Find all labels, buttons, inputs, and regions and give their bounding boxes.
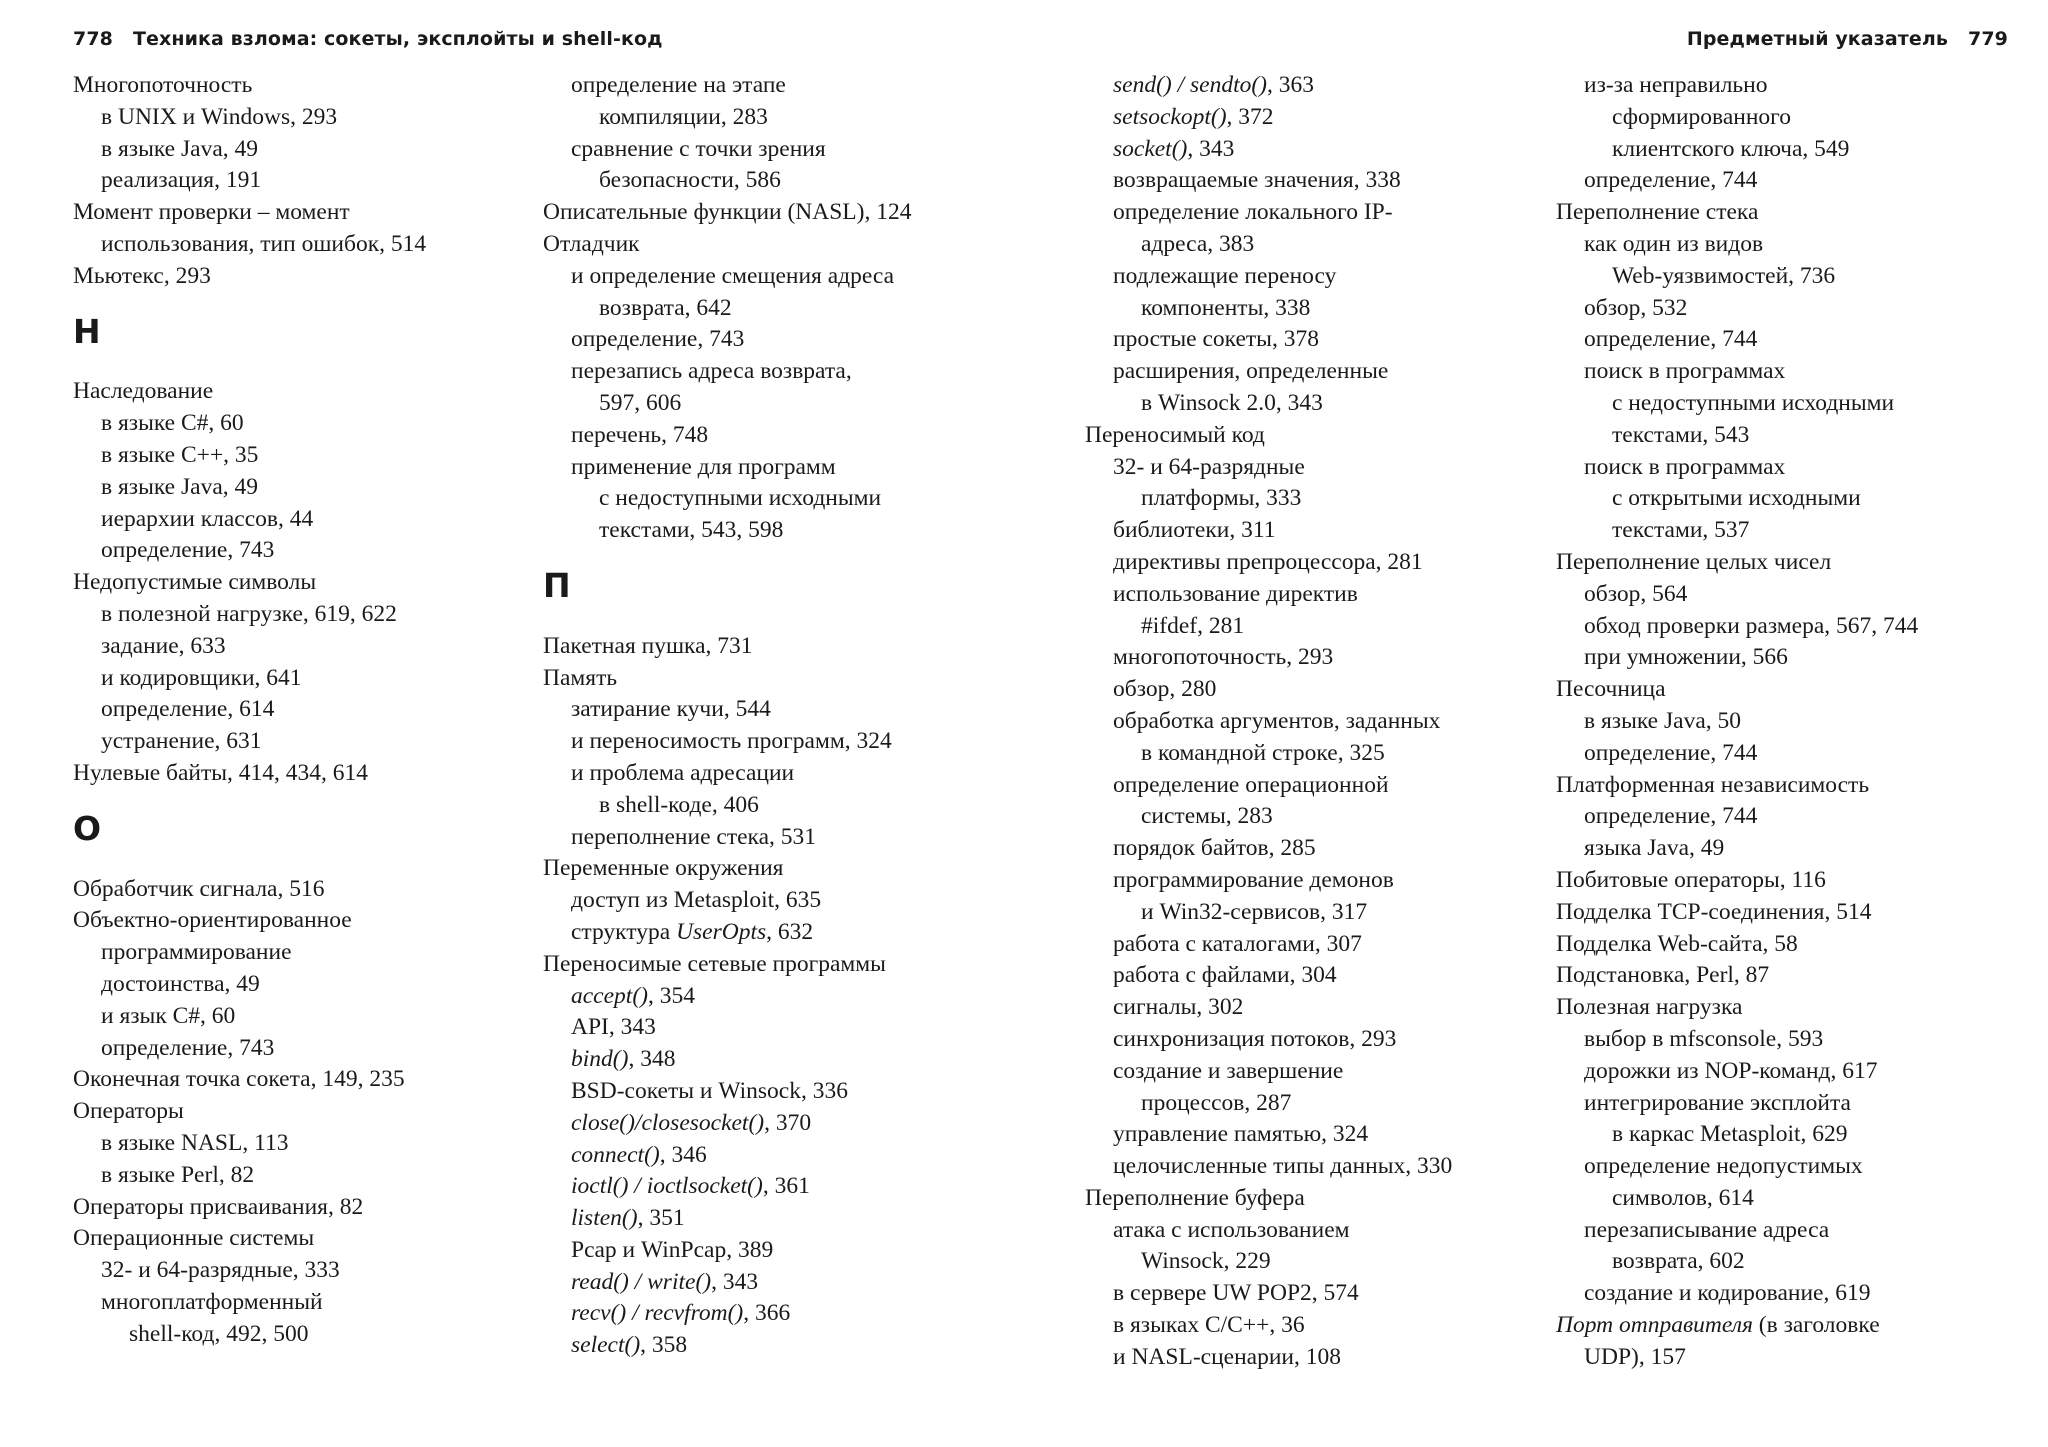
index-entry xyxy=(1556,1310,2006,1342)
index-entry: Подделка TCP-соединения, 514 xyxy=(1556,898,1872,925)
index-subentry: как один из видов xyxy=(1584,230,1764,257)
left-running-head xyxy=(73,28,663,50)
index-entry: Переполнение целых чисел xyxy=(1556,548,1832,575)
index-entry: Переполнение стека xyxy=(1556,199,1759,226)
index-subentry xyxy=(543,1267,993,1299)
index-subentry: создание и кодирование, 619 xyxy=(1584,1280,1871,1307)
index-subentry: обработка аргументов, заданных xyxy=(1113,707,1441,734)
index-column-3 xyxy=(1085,70,1535,1374)
index-subentry: 32- и 64-разрядные xyxy=(1113,453,1305,480)
entry-page-refs: , 343 xyxy=(1187,135,1235,162)
index-subentry: 597, 606 xyxy=(599,389,682,416)
index-subentry: в языке Perl, 82 xyxy=(101,1161,255,1188)
index-subentry: определение, 744 xyxy=(1584,739,1758,766)
index-entry: Наследование xyxy=(73,378,214,405)
index-subentry: в shell-коде, 406 xyxy=(599,791,759,818)
index-subentry: синхронизация потоков, 293 xyxy=(1113,1025,1397,1052)
index-subentry xyxy=(543,1298,993,1330)
index-letter-heading: О xyxy=(73,808,102,848)
index-entry: Мьютекс, 293 xyxy=(73,262,211,289)
index-subentry: системы, 283 xyxy=(1141,803,1273,830)
index-subentry xyxy=(1085,134,1535,166)
index-entry: Объектно-ориентированное xyxy=(73,907,352,934)
index-entry: Переносимые сетевые программы xyxy=(543,950,886,977)
index-subentry: многоплатформенный xyxy=(101,1288,323,1315)
index-subentry: безопасности, 586 xyxy=(599,167,781,194)
index-subentry: обзор, 564 xyxy=(1584,580,1688,607)
index-entry: Платформенная независимость xyxy=(1556,771,1870,798)
entry-page-refs: , 632 xyxy=(766,918,814,945)
index-subentry: и Win32-сервисов, 317 xyxy=(1141,898,1368,925)
index-subentry: в языке Java, 50 xyxy=(1584,707,1741,734)
entry-italic-term: connect() xyxy=(571,1141,660,1168)
index-subentry: обзор, 280 xyxy=(1113,676,1217,703)
entry-italic-term: ioctl() / ioctlsocket() xyxy=(571,1173,763,1200)
index-subentry: сравнение с точки зрения xyxy=(571,135,826,162)
index-subentry: создание и завершение xyxy=(1113,1057,1344,1084)
index-subentry: обзор, 532 xyxy=(1584,294,1688,321)
index-subentry: многопоточность, 293 xyxy=(1113,644,1334,671)
index-subentry: реализация, 191 xyxy=(101,167,262,194)
index-subentry: определение, 743 xyxy=(571,326,745,353)
index-subentry xyxy=(1085,102,1535,134)
index-subentry: Winsock, 229 xyxy=(1141,1248,1271,1275)
entry-page-refs: , 351 xyxy=(637,1205,685,1232)
entry-italic-term: socket() xyxy=(1113,135,1188,162)
index-entry: Многопоточность xyxy=(73,72,253,98)
entry-page-refs: (в заголовке xyxy=(1752,1312,1880,1339)
index-subentry: простые сокеты, 378 xyxy=(1113,326,1319,353)
index-subentry: определение, 743 xyxy=(101,1034,275,1061)
index-column-4 xyxy=(1556,70,2006,1374)
entry-page-refs: , 366 xyxy=(743,1300,791,1327)
entry-italic-term: read() / write() xyxy=(571,1268,712,1295)
index-entry: Подделка Web-сайта, 58 xyxy=(1556,930,1798,957)
entry-italic-term: close()/closesocket() xyxy=(571,1109,765,1136)
index-subentry: определение, 744 xyxy=(1584,803,1758,830)
index-subentry: управление памятью, 324 xyxy=(1113,1121,1369,1148)
index-entry: Песочница xyxy=(1556,676,1666,703)
index-subentry: использование директив xyxy=(1113,580,1358,607)
index-letter-heading: П xyxy=(543,565,571,605)
index-subentry: в UNIX и Windows, 293 xyxy=(101,103,338,130)
index-subentry: с недоступными исходными xyxy=(1612,389,1895,416)
index-subentry: директивы препроцессора, 281 xyxy=(1113,548,1423,575)
entry-page-refs: , 348 xyxy=(628,1046,676,1073)
index-subentry: возврата, 602 xyxy=(1612,1248,1745,1275)
index-subentry: и NASL-сценарии, 108 xyxy=(1113,1343,1341,1370)
entry-page-refs: , 370 xyxy=(764,1109,812,1136)
right-running-head xyxy=(1687,28,2008,50)
index-subentry: в языке Java, 49 xyxy=(101,473,258,500)
index-subentry: доступ из Metasploit, 635 xyxy=(571,887,822,914)
index-subentry: 32- и 64-разрядные, 333 xyxy=(101,1257,340,1284)
entry-italic-term: listen() xyxy=(571,1205,638,1232)
index-subentry: и язык C#, 60 xyxy=(101,1002,236,1029)
index-subentry: применение для программ xyxy=(571,453,836,480)
index-subentry: работа с файлами, 304 xyxy=(1113,962,1337,989)
index-subentry: процессов, 287 xyxy=(1141,1089,1292,1116)
index-entry: Полезная нагрузка xyxy=(1556,994,1743,1021)
index-subentry: целочисленные типы данных, 330 xyxy=(1113,1153,1453,1180)
index-subentry: и переносимость программ, 324 xyxy=(571,728,892,755)
index-subentry: затирание кучи, 544 xyxy=(571,696,771,723)
entry-page-refs: , 363 xyxy=(1267,72,1315,98)
index-subentry: поиск в программах xyxy=(1584,358,1786,385)
index-subentry: в языке C#, 60 xyxy=(101,410,244,437)
index-subentry: в языке NASL, 113 xyxy=(101,1129,289,1156)
index-subentry: перезаписывание адреса xyxy=(1584,1216,1830,1243)
index-subentry: и определение смещения адреса xyxy=(571,262,895,289)
index-subentry: работа с каталогами, 307 xyxy=(1113,930,1362,957)
index-subentry: определение, 614 xyxy=(101,696,275,723)
index-subentry: в языках C/C++, 36 xyxy=(1113,1312,1305,1339)
index-subentry: обход проверки размера, 567, 744 xyxy=(1584,612,1919,639)
entry-italic-term: accept() xyxy=(571,982,648,1009)
left-page-number: 778 xyxy=(73,28,113,50)
entry-italic-term: recv() / recvfrom() xyxy=(571,1300,744,1327)
entry-page-refs: , 358 xyxy=(640,1332,688,1359)
index-subentry: в полезной нагрузке, 619, 622 xyxy=(101,600,397,627)
index-subentry xyxy=(543,1330,993,1362)
index-subentry: с недоступными исходными xyxy=(599,485,882,512)
index-subentry xyxy=(543,1203,993,1235)
index-subentry: клиентского ключа, 549 xyxy=(1612,135,1850,162)
index-subentry: возвращаемые значения, 338 xyxy=(1113,167,1401,194)
index-subentry: текстами, 543 xyxy=(1612,421,1750,448)
entry-italic-term: bind() xyxy=(571,1046,629,1073)
index-subentry: сигналы, 302 xyxy=(1113,994,1244,1021)
index-subentry: BSD-сокеты и Winsock, 336 xyxy=(571,1077,848,1104)
index-entry: Отладчик xyxy=(543,230,640,257)
index-subentry: в языке Java, 49 xyxy=(101,135,258,162)
index-subentry: программирование демонов xyxy=(1113,866,1394,893)
index-subentry: Web-уязвимостей, 736 xyxy=(1612,262,1836,289)
index-column-1 xyxy=(73,70,523,1350)
index-subentry: использования, тип ошибок, 514 xyxy=(101,230,427,257)
index-column-2 xyxy=(543,70,993,1362)
index-subentry: перезапись адреса возврата, xyxy=(571,358,852,385)
index-subentry: определение на этапе xyxy=(571,72,786,98)
index-subentry: с открытыми исходными xyxy=(1612,485,1861,512)
index-subentry: программирование xyxy=(101,939,292,966)
index-entry: Описательные функции (NASL), 124 xyxy=(543,199,912,226)
index-entry: Переполнение буфера xyxy=(1085,1184,1305,1211)
index-subentry: и проблема адресации xyxy=(571,759,795,786)
index-subentry: платформы, 333 xyxy=(1141,485,1302,512)
index-subentry: определение недопустимых xyxy=(1584,1153,1863,1180)
index-entry: Операционные системы xyxy=(73,1225,315,1252)
entry-italic-term: UserOpts xyxy=(676,918,767,945)
entry-page-refs: , 346 xyxy=(659,1141,707,1168)
index-subentry: текстами, 543, 598 xyxy=(599,517,784,544)
index-subentry: определение операционной xyxy=(1113,771,1389,798)
index-subentry: библиотеки, 311 xyxy=(1113,517,1276,544)
index-subentry: из-за неправильно xyxy=(1584,72,1768,98)
index-subentry xyxy=(543,1171,993,1203)
index-entry: Недопустимые символы xyxy=(73,569,317,596)
index-subentry: API, 343 xyxy=(571,1014,656,1041)
index-subentry: определение, 744 xyxy=(1584,326,1758,353)
index-entry: Момент проверки – момент xyxy=(73,199,350,226)
entry-italic-term: Порт отправителя xyxy=(1556,1312,1753,1339)
index-subentry xyxy=(543,1108,993,1140)
index-subentry: в языке C++, 35 xyxy=(101,441,259,468)
index-subentry: в сервере UW POP2, 574 xyxy=(1113,1280,1359,1307)
index-subentry: UDP), 157 xyxy=(1584,1343,1686,1370)
index-subentry: адреса, 383 xyxy=(1141,230,1255,257)
index-subentry: поиск в программах xyxy=(1584,453,1786,480)
index-subentry: иерархии классов, 44 xyxy=(101,505,314,532)
index-entry: Операторы присваивания, 82 xyxy=(73,1193,364,1220)
index-subentry: Pcap и WinPcap, 389 xyxy=(571,1236,774,1263)
index-subentry: возврата, 642 xyxy=(599,294,732,321)
index-subentry xyxy=(1085,70,1535,102)
index-subentry: определение локального IP- xyxy=(1113,199,1393,226)
index-subentry xyxy=(543,1044,993,1076)
right-page-number: 779 xyxy=(1968,28,2008,50)
index-entry: Обработчик сигнала, 516 xyxy=(73,875,325,902)
entry-page-refs: , 372 xyxy=(1226,103,1274,130)
index-subentry: определение, 744 xyxy=(1584,167,1758,194)
index-subentry: символов, 614 xyxy=(1612,1184,1754,1211)
index-subentry: #ifdef, 281 xyxy=(1141,612,1245,639)
index-subentry: при умножении, 566 xyxy=(1584,644,1788,671)
index-subentry: дорожки из NOP-команд, 617 xyxy=(1584,1057,1878,1084)
index-entry: Оконечная точка сокета, 149, 235 xyxy=(73,1066,405,1093)
index-subentry: компоненты, 338 xyxy=(1141,294,1311,321)
index-subentry: задание, 633 xyxy=(101,632,226,659)
index-letter-heading: Н xyxy=(73,311,101,351)
index-subentry: в Winsock 2.0, 343 xyxy=(1141,389,1323,416)
index-entry: Память xyxy=(543,664,618,691)
index-subentry xyxy=(543,1140,993,1172)
index-subentry: достоинства, 49 xyxy=(101,970,260,997)
index-entry: Подстановка, Perl, 87 xyxy=(1556,962,1770,989)
index-subentry: в каркас Metasploit, 629 xyxy=(1612,1121,1848,1148)
entry-text: структура xyxy=(571,918,677,945)
right-section-title: Предметный указатель xyxy=(1686,28,1949,50)
index-subentry: языка Java, 49 xyxy=(1584,835,1725,862)
index-subentry: компиляции, 283 xyxy=(599,103,768,130)
index-subentry: в командной строке, 325 xyxy=(1141,739,1385,766)
index-subentry xyxy=(543,917,993,949)
index-entry: Операторы xyxy=(73,1098,184,1125)
index-entry: Переменные окружения xyxy=(543,855,784,882)
index-subentry: атака с использованием xyxy=(1113,1216,1350,1243)
entry-italic-term: select() xyxy=(571,1332,641,1359)
index-subentry: определение, 743 xyxy=(101,537,275,564)
index-subentry xyxy=(543,981,993,1013)
entry-page-refs: , 354 xyxy=(647,982,695,1009)
index-subentry: подлежащие переносу xyxy=(1113,262,1337,289)
index-subentry: интегрирование эксплойта xyxy=(1584,1089,1851,1116)
index-subentry: shell-код, 492, 500 xyxy=(129,1320,309,1347)
index-entry: Побитовые операторы, 116 xyxy=(1556,866,1826,893)
left-book-title: Техника взлома: сокеты, эксплойты и shell-код xyxy=(132,28,663,50)
entry-page-refs: , 343 xyxy=(711,1268,759,1295)
index-subentry: выбор в mfsconsole, 593 xyxy=(1584,1025,1824,1052)
index-subentry: порядок байтов, 285 xyxy=(1113,835,1316,862)
index-entry: Нулевые байты, 414, 434, 614 xyxy=(73,759,369,786)
index-subentry: сформированного xyxy=(1612,103,1791,130)
index-subentry: переполнение стека, 531 xyxy=(571,823,817,850)
index-subentry: и кодировщики, 641 xyxy=(101,664,302,691)
index-entry: Пакетная пушка, 731 xyxy=(543,632,753,659)
entry-page-refs: , 361 xyxy=(762,1173,810,1200)
index-subentry: расширения, определенные xyxy=(1113,358,1389,385)
index-subentry: устранение, 631 xyxy=(101,728,262,755)
entry-italic-term: setsockopt() xyxy=(1113,103,1227,130)
index-entry: Переносимый код xyxy=(1085,421,1265,448)
entry-italic-term: send() / sendto() xyxy=(1113,72,1268,98)
index-subentry: перечень, 748 xyxy=(571,421,709,448)
index-subentry: текстами, 537 xyxy=(1612,517,1750,544)
